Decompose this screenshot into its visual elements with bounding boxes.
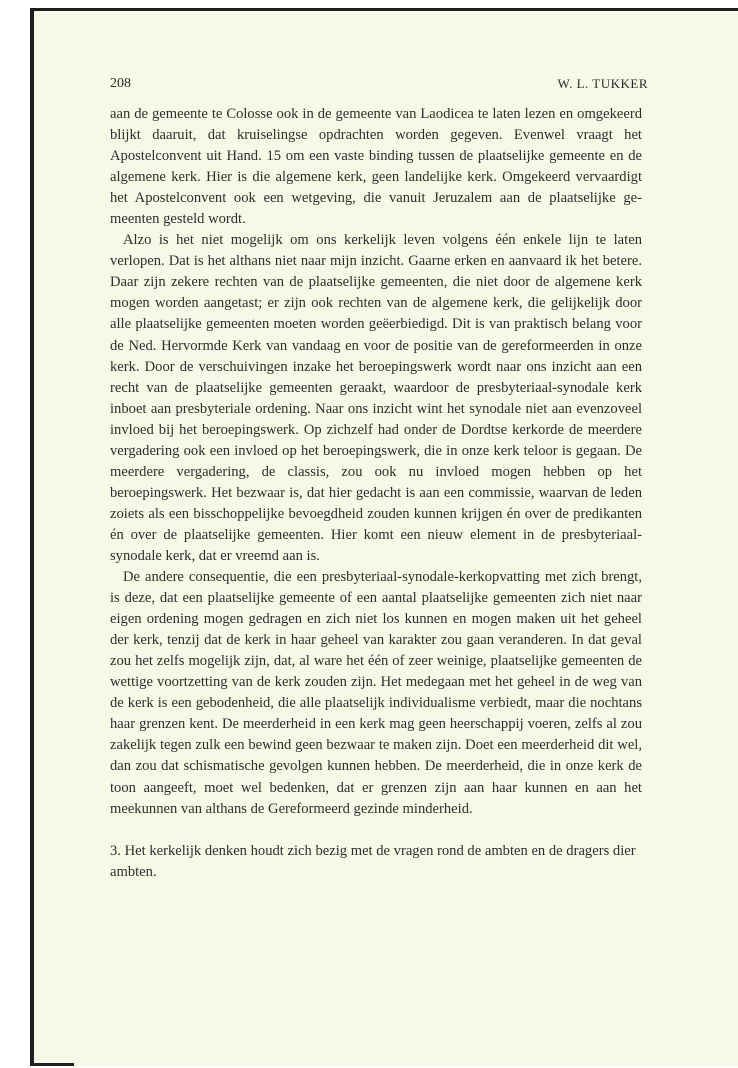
running-head-author: W. L. TUKKER — [557, 76, 648, 91]
section-3-heading-paragraph: 3. Het kerkelijk denken houdt zich bezig met de vragen rond de ambten en de dragers dier ambten. — [110, 842, 636, 880]
body-text — [110, 104, 642, 883]
paragraph-1: aan de gemeente te Colosse ook in de gemeente van Laodicea te laten lezen en omgekeerd blijkt daaruit, dat kruiselingse opdrachten worden gegeven. Evenwel vraagt het Apostelconvent uit Hand. 15 om een vaste binding tussen de plaatselijke gemeente en de algemene kerk. Hier is die algemene kerk, geen landelijke kerk. Omgekeerd vervaardigt het Apostelconvent ook een wetgeving, die vanuit Jeruzalem aan de plaatselijke gemeenten gesteld wordt. — [110, 106, 642, 228]
paragraph-2: Alzo is het niet mogelijk om ons kerkelijk leven volgens één enkele lijn te laten verlopen. Dat is het althans niet naar mijn inzicht. Gaarne erken en aanvaard ik het betere. Daar zijn zekere rechten van de plaatselijke gemeenten, die niet door de algemene kerk mogen worden aangetast; er zijn ook rechten van de algemene kerk, die gelijkelijk door alle plaatselijke gemeenten moeten worden geëerbiedigd. Dit is van praktisch belang voor de Ned. Hervormde Kerk van vandaag en voor de positie van de gereformeerden in onze kerk. Door de verschuivingen inzake het beroepingswerk wordt naar ons inzicht aan een recht van de plaatselijke gemeenten geraakt, waardoor de presbyteriaal-synodale kerk inboet aan presbyteriale ordening. Naar ons inzicht wint het synodale niet aan evenzoveel invloed bij het beroepingswerk. Op zichzelf had onder de Dordtse kerkorde de meerdere vergadering ook een invloed op het beroepingswerk, die in onze kerk teloor is gegaan. De meerdere vergadering, de classis, zou ook nu invloed mogen hebben op het beroepingswerk. Het bezwaar is, dat hier gedacht is aan een commissie, waarvan de leden zoiets als een bisschoppelijke bevoegdheid zouden kunnen krijgen én over de predikanten én over de plaatselijke gemeenten. Hier komt een nieuw element in de presbyteriaal-synodale kerk, dat er vreemd aan is. — [110, 232, 642, 564]
page-number: 208 — [110, 76, 131, 91]
paragraph-3: De andere consequentie, die een presbyteriaal-synodale-kerkopvatting met zich brengt, is deze, dat een plaatselijke gemeente of een aantal plaatselijke gemeenten zich niet naar eigen ordening mogen gedragen en zich niet los kunnen en mogen maken uit het geheel der kerk, tenzij dat de kerk in haar geheel van karakter zou gaan veranderen. In dat geval zou het zelfs mogelijk zijn, dat, al ware het één of zeer weinige, plaatselijke gemeenten de wettige voortzetting van de kerk zouden zijn. Het medegaan met het geheel in de weg van de kerk is een gebodenheid, die alle plaatselijk individualisme verbiedt, maar die nochtans haar grenzen kent. De meerderheid in een kerk mag geen heerschappij voeren, zelfs al zou zakelijk tegen zulk een bewind geen bezwaar te maken zijn. Doet een meerderheid dit wel, dan zou dat schismatische gevolgen kunnen hebben. De meerderheid, die in onze kerk de toon aangeeft, moet wel bedenken, dat er grenzen zijn aan haar kunnen en aan het meekunnen van althans de Gereformeerd gezinde minderheid. — [110, 569, 642, 817]
